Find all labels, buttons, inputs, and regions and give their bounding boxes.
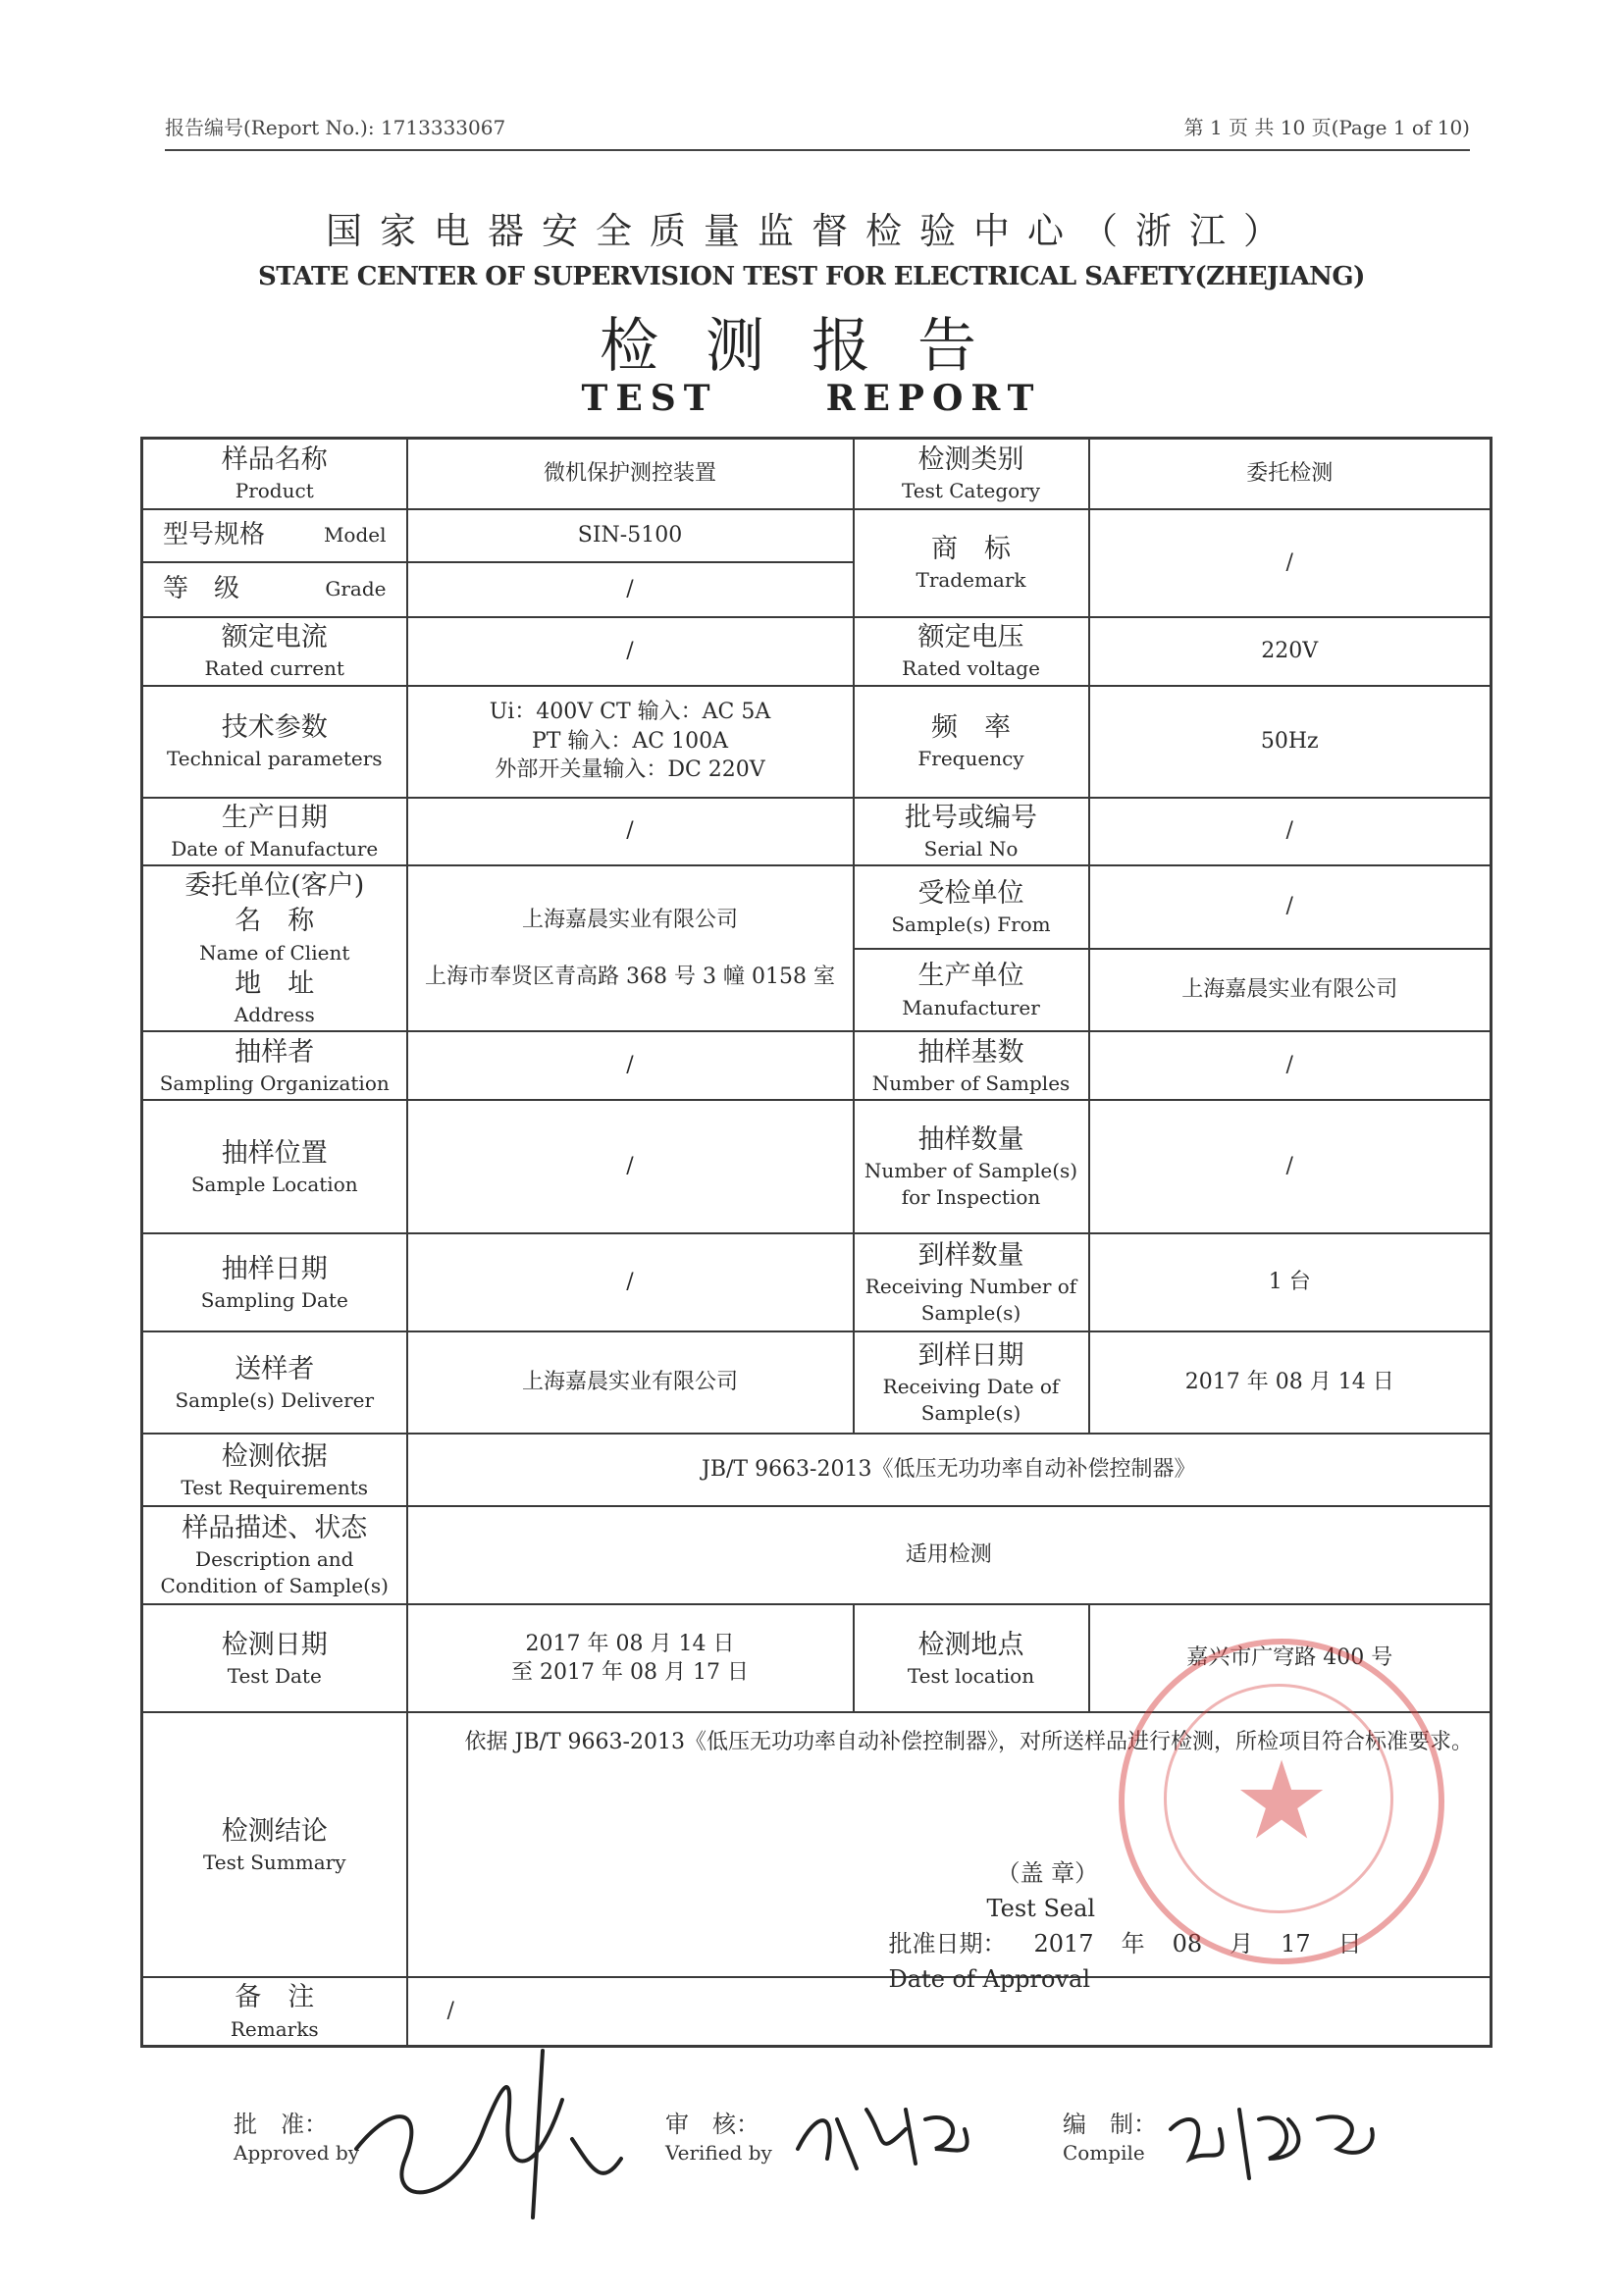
report-number: 报告编号(Report No.): 1713333067	[165, 116, 506, 139]
label-sample-deliverer: 送样者 Sample(s) Deliverer	[142, 1331, 407, 1434]
value-sample-deliverer: 上海嘉晨实业有限公司	[407, 1331, 854, 1434]
row-rated	[142, 617, 1492, 686]
label-manufacture-date: 生产日期 Date of Manufacture	[142, 798, 407, 865]
compiler-signature	[1161, 2090, 1387, 2188]
label-technical-parameters: 技术参数 Technical parameters	[142, 686, 407, 798]
approved-by-cn: 批 准：	[234, 2111, 328, 2138]
label-remarks: 备 注 Remarks	[142, 1977, 407, 2046]
value-samples-from: /	[1089, 865, 1492, 949]
value-number-of-samples: /	[1089, 1031, 1492, 1100]
value-receiving-date: 2017 年 08 月 14 日	[1089, 1331, 1492, 1434]
label-grade: 等 级 Grade	[142, 562, 407, 617]
report-title-cn: 检测报告	[600, 312, 1023, 381]
value-description: 适用检测	[407, 1506, 1492, 1604]
value-test-location: 嘉兴市广穹路 400 号	[1089, 1604, 1492, 1712]
value-manufacturer: 上海嘉晨实业有限公司	[1089, 949, 1492, 1032]
label-samples-for-inspection: 抽样数量 Number of Sample(s) for Inspection	[854, 1100, 1089, 1233]
label-sample-location: 抽样位置 Sample Location	[142, 1100, 407, 1233]
value-sampling-organization: /	[407, 1031, 854, 1100]
compiled-by	[1063, 2110, 1157, 2166]
row-client	[142, 865, 1492, 949]
tech-line-1: Ui：400V CT 输入：AC 5A	[489, 699, 771, 724]
seal-label-cn: （盖 章）	[996, 1859, 1099, 1888]
label-rated-voltage: 额定电压 Rated voltage	[854, 617, 1089, 686]
value-technical-parameters	[407, 686, 854, 798]
label-client: 委托单位(客户) 名 称 Name of Client 地 址 Address	[142, 865, 407, 1031]
approver-signature	[337, 2041, 631, 2227]
label-test-summary: 检测结论 Test Summary	[142, 1712, 407, 1977]
report-title-en	[0, 378, 1623, 419]
label-samples-from: 受检单位 Sample(s) From	[854, 865, 1089, 949]
value-samples-for-inspection: /	[1089, 1100, 1492, 1233]
row-sampling-date	[142, 1233, 1492, 1331]
title-en-word-1: TEST	[581, 378, 718, 419]
verified-by-en: Verified by	[665, 2141, 772, 2166]
label-test-requirements: 检测依据 Test Requirements	[142, 1434, 407, 1506]
compiled-by-cn: 编 制：	[1063, 2111, 1157, 2138]
label-test-date: 检测日期 Test Date	[142, 1604, 407, 1712]
stamp-star-icon: ★	[1232, 1738, 1331, 1863]
label-test-location: 检测地点 Test location	[854, 1604, 1089, 1712]
label-serial-no: 批号或编号 Serial No	[854, 798, 1089, 865]
label-trademark: 商 标 Trademark	[854, 509, 1089, 617]
value-trademark: /	[1089, 509, 1492, 617]
test-date-start: 2017 年 08 月 14 日	[525, 1631, 735, 1656]
label-frequency: 频 率 Frequency	[854, 686, 1089, 798]
label-model: 型号规格 Model	[142, 509, 407, 562]
verified-by	[665, 2110, 772, 2166]
row-description	[142, 1506, 1492, 1604]
label-sampling-organization: 抽样者 Sampling Organization	[142, 1031, 407, 1100]
label-rated-current: 额定电流 Rated current	[142, 617, 407, 686]
row-model	[142, 509, 1492, 562]
value-manufacture-date: /	[407, 798, 854, 865]
value-test-requirements: JB/T 9663-2013《低压无功功率自动补偿控制器》	[407, 1434, 1492, 1506]
value-test-date	[407, 1604, 854, 1712]
label-receiving-number: 到样数量 Receiving Number of Sample(s)	[854, 1233, 1089, 1331]
signature-row	[140, 2100, 1490, 2218]
value-client	[407, 865, 854, 1031]
verifier-signature	[788, 2090, 984, 2178]
organization-name-en: STATE CENTER OF SUPERVISION TEST FOR ELECTRICAL SAFETY(ZHEJIANG)	[258, 262, 1365, 291]
value-sampling-date: /	[407, 1233, 854, 1331]
client-name: 上海嘉晨实业有限公司	[521, 907, 738, 932]
approval-date: 批准日期： 2017 年 08 月 17 日	[888, 1930, 1362, 1958]
row-product	[142, 439, 1492, 509]
row-test-requirements	[142, 1434, 1492, 1506]
tech-line-3: 外部开关量输入：DC 220V	[495, 757, 765, 783]
row-deliverer	[142, 1331, 1492, 1434]
row-technical	[142, 686, 1492, 798]
page-indicator: 第 1 页 共 10 页(Page 1 of 10)	[1183, 116, 1470, 139]
row-manufacture-date	[142, 798, 1492, 865]
compiled-by-en: Compile	[1063, 2141, 1145, 2166]
value-serial-no: /	[1089, 798, 1492, 865]
label-sampling-date: 抽样日期 Sampling Date	[142, 1233, 407, 1331]
label-number-of-samples: 抽样基数 Number of Samples	[854, 1031, 1089, 1100]
value-test-category: 委托检测	[1089, 439, 1492, 509]
tech-line-2: PT 输入：AC 100A	[531, 728, 729, 754]
value-rated-current: /	[407, 617, 854, 686]
value-rated-voltage: 220V	[1089, 617, 1492, 686]
page-header	[165, 110, 1470, 151]
official-stamp	[1119, 1639, 1444, 1964]
label-description: 样品描述、状态 Description and Condition of Sample(s)	[142, 1506, 407, 1604]
row-sampler	[142, 1031, 1492, 1100]
summary-text: 依据 JB/T 9663-2013《低压无功功率自动补偿控制器》，对所送样品进行检测，所检项目符合标准要求。	[464, 1730, 1473, 1755]
value-remarks: /	[407, 1977, 1492, 2046]
verified-by-cn: 审 核：	[665, 2111, 759, 2138]
organization-name-cn: 国家电器安全质量监督检验中心（浙江）	[326, 210, 1297, 252]
approved-by-en: Approved by	[234, 2141, 360, 2166]
client-address: 上海市奉贤区青高路 368 号 3 幢 0158 室	[425, 964, 835, 989]
value-receiving-number: 1 台	[1089, 1233, 1492, 1331]
label-product: 样品名称 Product	[142, 439, 407, 509]
value-model: SIN-5100	[407, 509, 854, 562]
title-en-word-2: REPORT	[825, 378, 1042, 419]
row-sample-location	[142, 1100, 1492, 1233]
value-product: 微机保护测控装置	[407, 439, 854, 509]
seal-label-en: Test Seal	[986, 1895, 1096, 1923]
label-manufacturer: 生产单位 Manufacturer	[854, 949, 1089, 1032]
value-sample-location: /	[407, 1100, 854, 1233]
label-receiving-date: 到样日期 Receiving Date of Sample(s)	[854, 1331, 1089, 1434]
label-test-category: 检测类别 Test Category	[854, 439, 1089, 509]
approval-date-en: Date of Approval	[888, 1965, 1091, 1994]
value-frequency: 50Hz	[1089, 686, 1492, 798]
test-date-end: 至 2017 年 08 月 17 日	[511, 1660, 749, 1686]
value-grade: /	[407, 562, 854, 617]
